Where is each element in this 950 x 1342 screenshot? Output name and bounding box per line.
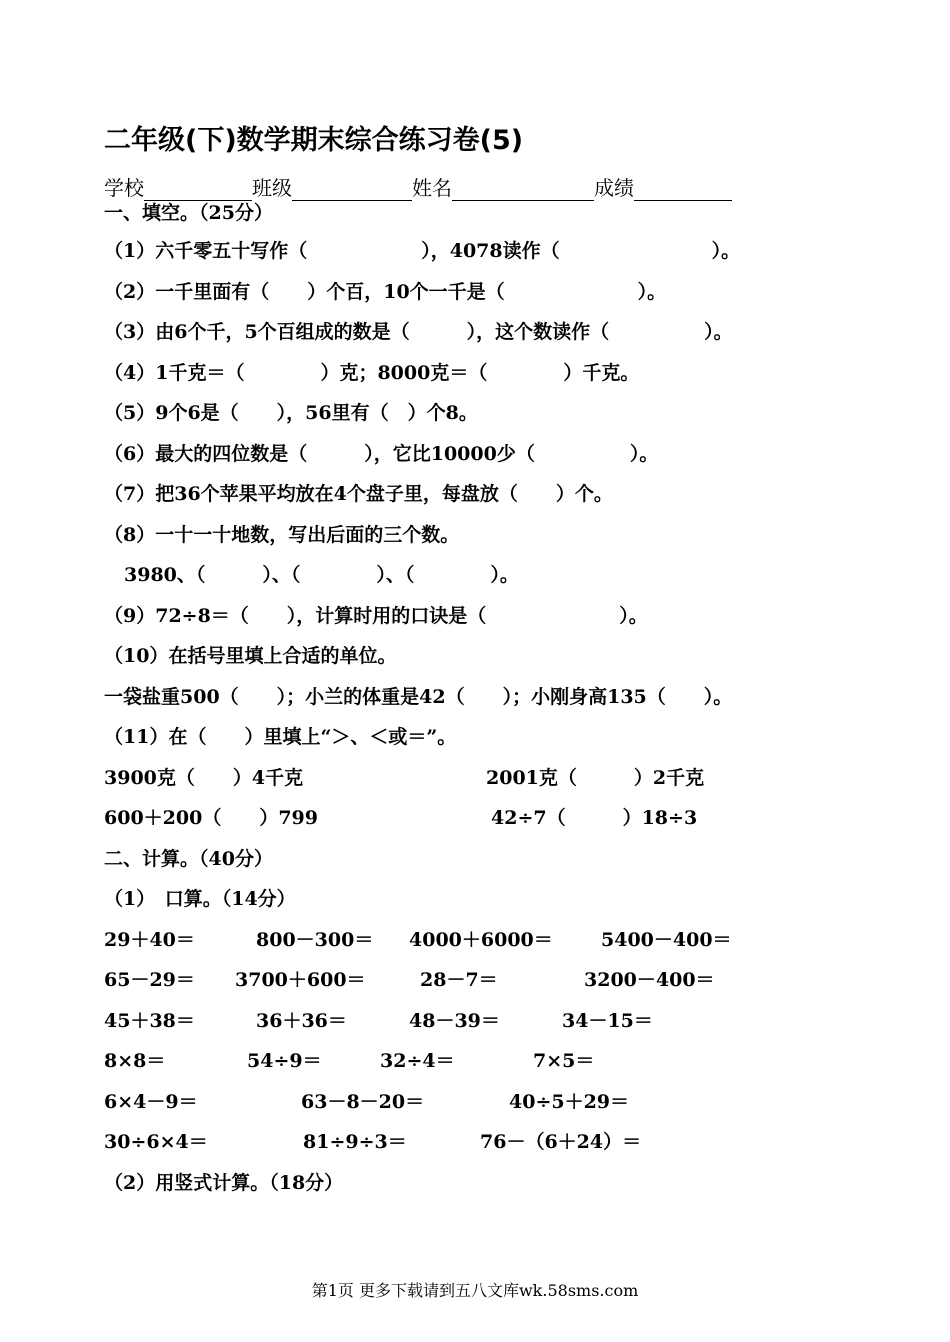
question-8-answer: 3980、（ ）、（ ）、（ ）。: [124, 564, 519, 586]
class-blank[interactable]: [292, 178, 412, 201]
question-8: （8）一十一十地数，写出后面的三个数。: [104, 524, 460, 546]
question-7: （7）把36个苹果平均放在4个盘子里，每盘放（ ）个。: [104, 483, 613, 505]
calc-item: 48－39＝: [409, 1010, 500, 1032]
question-9: （9）72÷8＝（ ），计算时用的口诀是（ ）。: [104, 605, 648, 627]
section2-part1: （1） 口算。（14分）: [104, 888, 296, 910]
question-10: （10）在括号里填上合适的单位。: [104, 645, 397, 667]
calc-item: 800－300＝: [256, 929, 374, 951]
calc-item: 65－29＝: [104, 969, 195, 991]
question-1: （1）六千零五十写作（ ），4078读作（ ）。: [104, 240, 741, 262]
calc-item: 45＋38＝: [104, 1010, 195, 1032]
page-footer: 第1页 更多下载请到五八文库wk.58sms.com: [311, 1281, 639, 1300]
question-10-line: 一袋盐重500（ ）；小兰的体重是42（ ）；小刚身高135（ ）。: [104, 686, 733, 708]
calc-item: 7×5＝: [533, 1050, 595, 1072]
calc-item: 29＋40＝: [104, 929, 195, 951]
calc-item: 3200－400＝: [584, 969, 715, 991]
calc-item: 54÷9＝: [247, 1050, 322, 1072]
compare-a: 3900克（ ）4千克: [104, 767, 304, 789]
compare-b: 2001克（ ）2千克: [486, 767, 705, 789]
score-blank[interactable]: [634, 178, 732, 201]
calc-item: 28－7＝: [420, 969, 498, 991]
question-6: （6）最大的四位数是（ ），它比10000少（ ）。: [104, 443, 659, 465]
calc-item: 81÷9÷3＝: [303, 1131, 407, 1153]
calc-item: 36＋36＝: [256, 1010, 347, 1032]
question-5: （5）9个6是（ ），56里有（ ）个8。: [104, 402, 478, 424]
section2-heading: 二、计算。（40分）: [104, 848, 273, 870]
compare-d: 42÷7（ ）18÷3: [491, 807, 698, 829]
name-label: 姓名: [412, 176, 452, 200]
question-3: （3）由6个千，5个百组成的数是（ ），这个数读作（ ）。: [104, 321, 733, 343]
question-2: （2）一千里面有（ ）个百，10个一千是（ ）。: [104, 281, 667, 303]
school-label: 学校: [104, 176, 144, 200]
calc-item: 8×8＝: [104, 1050, 166, 1072]
calc-item: 34－15＝: [562, 1010, 653, 1032]
section2-part2: （2）用竖式计算。（18分）: [104, 1172, 344, 1194]
school-blank[interactable]: [144, 178, 252, 201]
name-blank[interactable]: [452, 178, 594, 201]
calc-item: 40÷5＋29＝: [509, 1091, 630, 1113]
calc-item: 30÷6×4＝: [104, 1131, 208, 1153]
calc-item: 76－（6＋24）＝: [480, 1131, 642, 1153]
calc-item: 4000＋6000＝: [409, 929, 553, 951]
calc-item: 3700＋600＝: [235, 969, 366, 991]
question-11: （11）在（ ）里填上“＞、＜或＝”。: [104, 726, 457, 748]
section1-heading: 一、填空。（25分）: [104, 202, 273, 224]
score-label: 成绩: [594, 176, 634, 200]
calc-item: 6×4－9＝: [104, 1091, 198, 1113]
question-4: （4）1千克＝（ ）克；8000克＝（ ）千克。: [104, 362, 640, 384]
page-title: 二年级(下)数学期末综合练习卷(5): [104, 125, 524, 156]
calc-item: 5400－400＝: [601, 929, 732, 951]
compare-c: 600＋200（ ）799: [104, 807, 318, 829]
calc-item: 32÷4＝: [380, 1050, 455, 1072]
student-info-line: [104, 172, 732, 201]
calc-item: 63－8－20＝: [301, 1091, 425, 1113]
class-label: 班级: [252, 176, 292, 200]
